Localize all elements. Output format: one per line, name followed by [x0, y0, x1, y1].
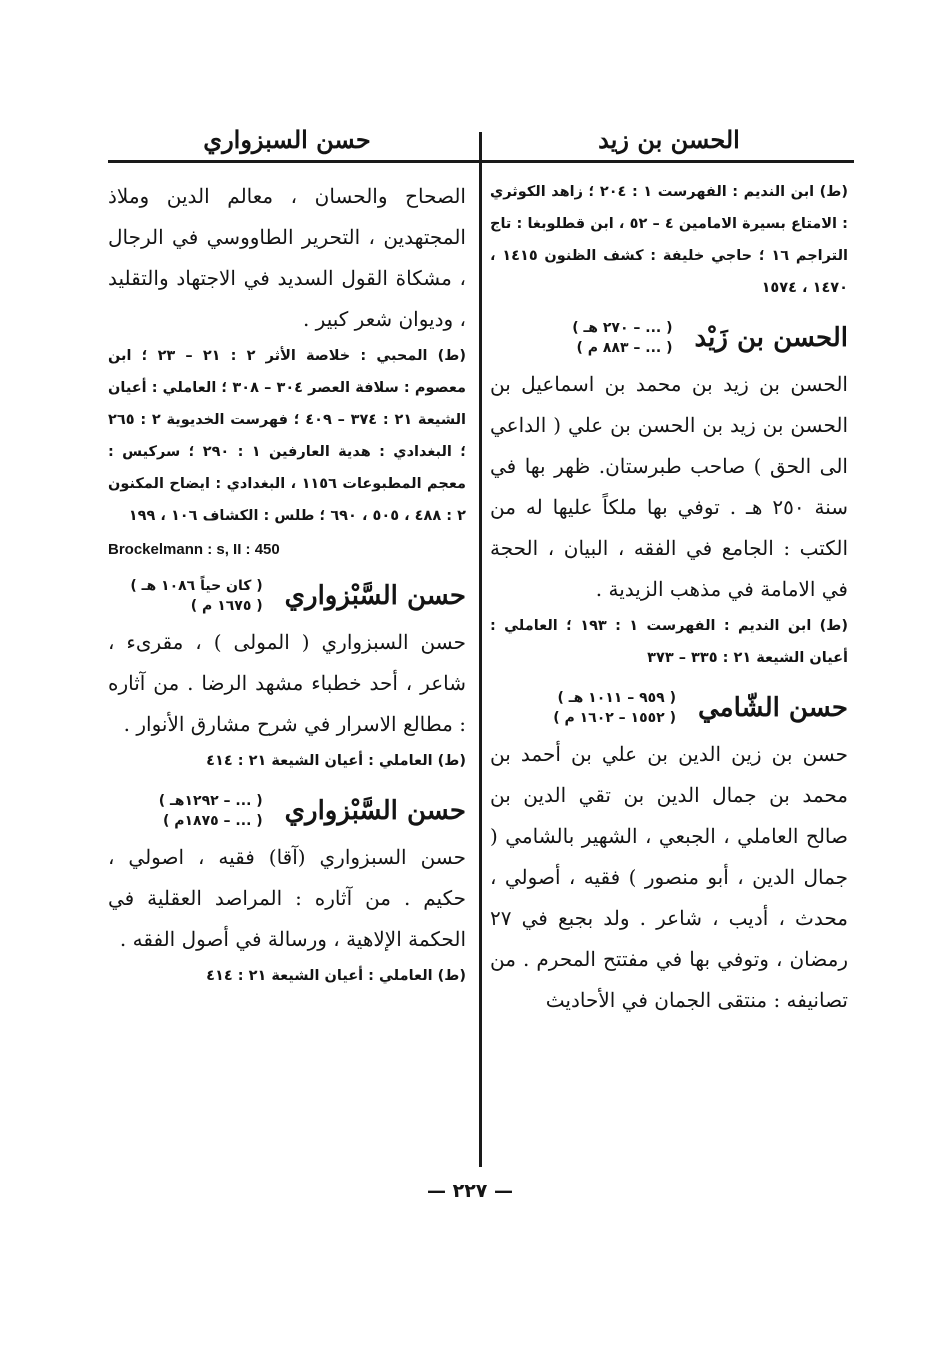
entry-dates [572, 318, 672, 358]
entry-body: حسن السبزواري (آقا) فقيه ، اصولي ، حكيم . من آثاره : المراصد العقلية في الحكمة الإلاهية ، ورسالة في أصول الفقه . [108, 845, 466, 951]
left-column [108, 120, 466, 992]
date-hijri: ( ... – ٢٧٠ هـ ) [572, 320, 673, 336]
running-header-left: حسن السبزواري [203, 125, 371, 154]
entry-citation: (ط) ابن النديم : الفهرست ١ : ١٩٣ ؛ العاملي : أعيان الشيعة ٢١ : ٣٣٥ – ٣٧٣ [490, 618, 848, 666]
entry-dates [159, 791, 263, 831]
entry-name: حسن السَّبْزواري [284, 581, 466, 611]
entry-citation: (ط) العاملي : أعيان الشيعة ٢١ : ٤١٤ [206, 968, 466, 984]
page-number: — ٢٢٧ — [426, 1180, 514, 1202]
entry-dates [553, 688, 676, 728]
date-hijri: ( ٩٥٩ – ١٠١١ هـ ) [557, 690, 677, 706]
entry-heading [108, 791, 466, 831]
continued-body: الصحاح والحسان ، معالم الدين وملاذ المجتهدين ، التحرير الطاووسي في الرجال ، مشكاة القول السديد في الاجتهاد والتقليد ، وديوان شعر كبير . [108, 184, 466, 331]
entry-heading [490, 318, 848, 358]
right-column [490, 120, 848, 1021]
entry-heading [490, 688, 848, 728]
entry-body: حسن السبزواري ( المولى ) ، مقرىء ، شاعر ، أحد خطباء مشهد الرضا . من آثاره : مطالع الاسرار في شرح مشارق الأنوار . [108, 630, 466, 736]
date-gregorian: ( ١٦٧٥ م ) [190, 598, 263, 614]
entry-body: حسن بن زين الدين بن علي بن أحمد بن محمد بن جمال الدين بن تقي الدين بن صالح العاملي ، الجبعي ، الشهير بالشامي ( جمال الدين ، أبو منصور ) فقيه ، أصولي ، محدث ، أديب ، شاعر . ولد بجبع في ٢٧ رمضان ، وتوفي بها في مفتتح المحرم . من تصانيفه : منتقى الجمان في الأحاديث [490, 742, 848, 1012]
entry-body: الحسن بن زيد بن محمد بن اسماعيل بن الحسن بن زيد بن الحسن بن علي ( الداعي الى الحق ) صاحب طبرستان. ظهر بها في سنة ٢٥٠ هـ . توفي بها ملكاً عليها له من الكتب : الجامع في الفقه ، البيان ، الحجة في الامامة في مذهب الزيدية . [490, 372, 849, 601]
continued-citation: (ط) المحبي : خلاصة الأثر ٢ : ٢١ – ٢٣ ؛ ابن معصوم : سلافة العصر ٣٠٤ – ٣٠٨ ؛ العاملي : أعيان الشيعة ٢١ : ٣٧٤ – ٤٠٩ ؛ فهرست الخديوية ٢ : ٢٦٥ ؛ البغدادي : هدية العارفين ١ : ٢٩٠ ؛ سركيس : معجم المطبوعات ١١٥٦ ، البغدادي : ايضاح المكنون ٢ : ٤٨٨ ، ٥٠٥ ، ٦٩٠ ؛ طلس : الكشاف ١٠٦ ، ١٩٩ [108, 348, 467, 524]
entry-name: الحسن بن زَيْد [694, 323, 848, 353]
entry-heading [108, 576, 466, 616]
entry-name: حسن الشّامي [698, 693, 848, 723]
date-gregorian: ( ... – ٨٨٣ م ) [576, 340, 673, 356]
running-header-right: الحسن بن زيد [598, 125, 740, 154]
date-gregorian: ( ... – ١٨٧٥م ) [162, 813, 263, 829]
citation-top-right: (ط) ابن النديم : الفهرست ١ : ٢٠٤ ؛ زاهد الكوثري : الامتاع بسيرة الامامين ٤ – ٥٢ ، ابن قطلوبغا : تاج التراجم ١٦ ؛ حاجي خليفة : كشف الظنون ١٤١٥ ، ١٤٧٠ ، ١٥٧٤ [490, 184, 848, 296]
entry-name: حسن السَّبْزواري [284, 796, 466, 826]
date-hijri: ( ... – ١٢٩٢هـ ) [158, 793, 263, 809]
date-gregorian: ( ١٥٥٢ – ١٦٠٢ م ) [553, 710, 677, 726]
latin-reference: Brockelmann : s, II : 450 [108, 541, 280, 558]
date-hijri: ( كان حياً ١٠٨٦ هـ ) [130, 578, 263, 594]
column-divider [479, 132, 482, 1167]
entry-dates [130, 576, 262, 616]
entry-citation: (ط) العاملي : أعيان الشيعة ٢١ : ٤١٤ [206, 753, 466, 769]
